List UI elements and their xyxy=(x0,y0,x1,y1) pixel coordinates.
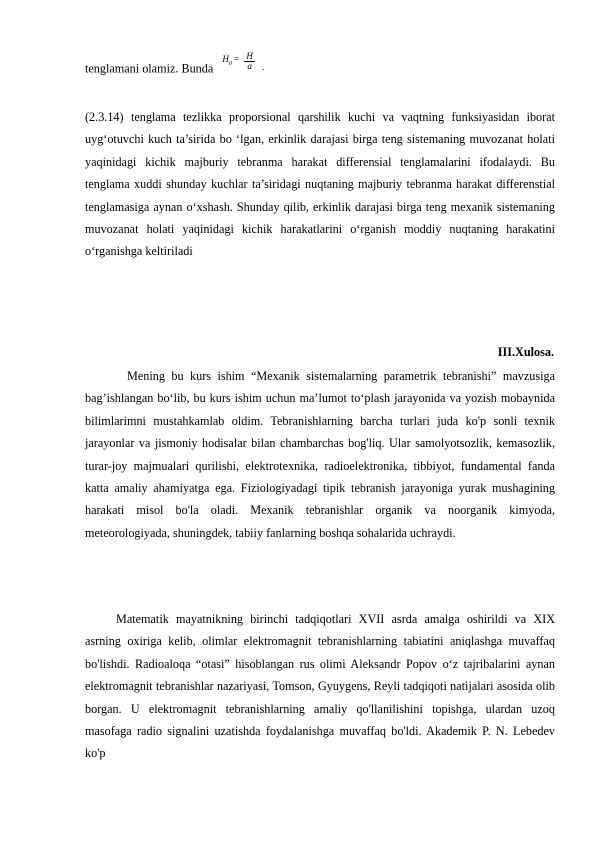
formula-trail: . xyxy=(261,62,265,73)
formula-denominator: a xyxy=(247,61,252,71)
intro-line xyxy=(85,51,555,79)
intro-text: tenglamani olamiz. Bunda xyxy=(85,61,214,76)
paragraph-3: Matematik mayatnikning birinchi tadqiqotlari XVII asrda amalga oshirildi va XIX asrning oxiriga kelib, olimlar elektromagnit tebranishlarning tabiatini aniqlashga muvaffaq bo'lishdi. Radioaloqa “otasi” hisoblangan rus olimi Aleksandr Popov o‘z tajribalarini aynan elektromagnit tebranishlar nazariyasi, Tomson, Gyuygens, Reyli tadqiqoti natijalari asosida olib borgan. U elektromagnit tebranishlarning amaliy qo'llanilishini topishga, ulardan uzoq masofaga radio signalini uzatishda foydalanishga muvaffaq bo'ldi. Akademik P. N. Lebedev ko'p xyxy=(85,612,555,761)
section-heading: III.Xulosa. xyxy=(497,345,554,359)
paragraph-1: (2.3.14) tenglama tezlikka proporsional qarshilik kuchi va vaqtning funksiyasidan iborat uyg‘otuvchi kuch ta’sirida bo ‘lgan, erkinlik darajasi birga teng sistemaning muvozanat holati yaqinidagi kichik majburiy tebranma harakat differensial tenglamalarini ifodalaydi. Bu tenglama xuddi shunday kuchlar ta’siridagi nuqtaning majburiy tebranma harakat differenstial tenglamasiga aynan o‘xshash. Shunday qilib, erkinlik darajasi birga teng mexanik sistemaning muvozanat holati yaqinidagi kichik harakatlarini o‘rganish moddiy nuqtaning harakatini o‘rganishga keltiriladi xyxy=(85,110,555,259)
paragraph-2: Mening bu kurs ishim “Mexanik sistemalarning parametrik tebranishi” mavzusiga bag’ishlangan bo‘lib, bu kurs ishim uchun ma’lumot to‘plash jarayonida va yozish mobaynida bilimlarimni mustahkamlab oldim. Tebranishlarning barcha turlari juda ko'p sonli texnik jarayonlar va jismoniy hodisalar bilan chambarchas bog'liq. Ular samolyotsozlik, kemasozlik, turar-joy majmualari qurilishi, elektrotexnika, radioelektronika, tibbiyot, fundamental fanda katta amaliy ahamiyatga ega. Fiziologiyadagi tipik tebranish jarayoniga yurak mushagining harakati misol bo'la oladi. Mexanik tebranishlar organik va noorganik kimyoda, meteorologiyada, shuningdek, tabiiy fanlarning boshqa sohalarida uchraydi. xyxy=(85,369,555,540)
formula-fraction xyxy=(244,52,255,71)
formula xyxy=(222,52,255,71)
formula-numerator: H xyxy=(246,51,253,61)
formula-lhs: $H_0$ = xyxy=(222,53,240,67)
